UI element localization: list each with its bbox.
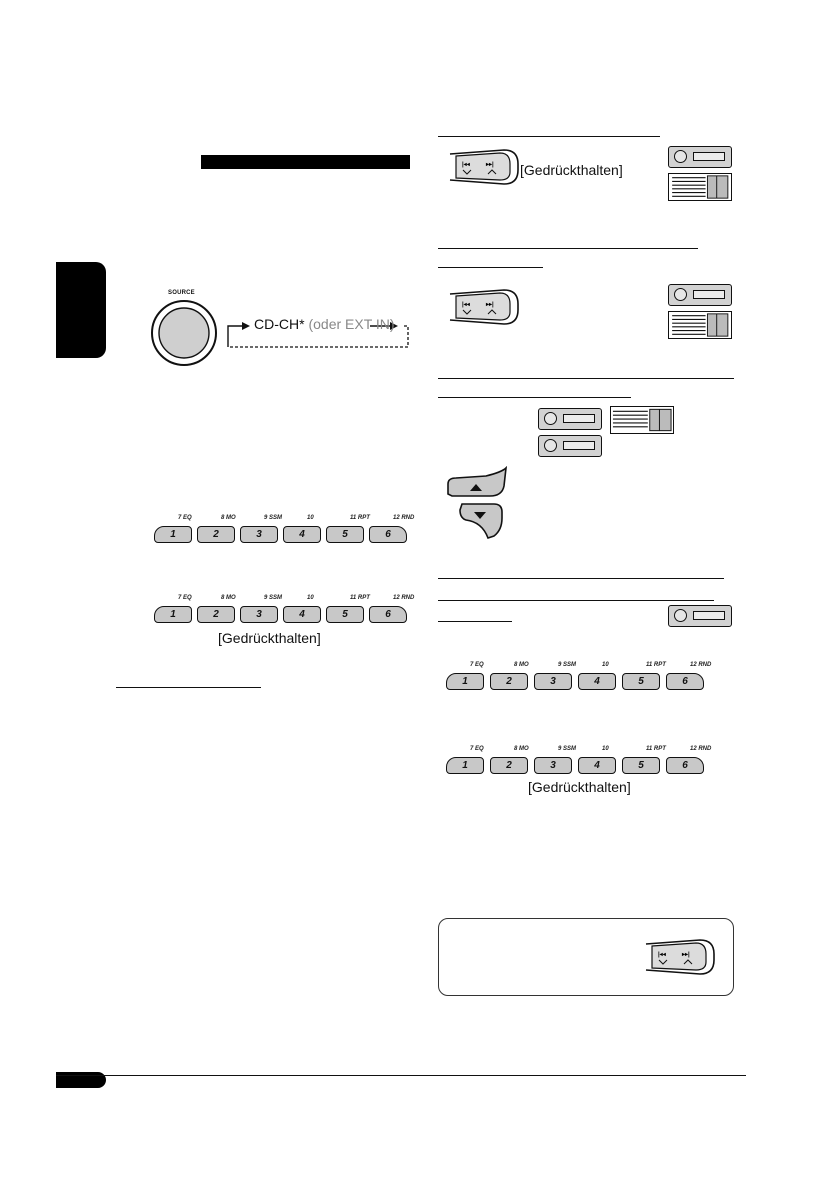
right-rule-4a <box>438 578 724 579</box>
language-tab <box>56 262 106 358</box>
preset-button-1[interactable]: 1 <box>154 606 192 623</box>
preset-label: 7 EQ <box>470 662 484 668</box>
preset-button-2[interactable]: 2 <box>197 526 235 543</box>
preset-button-4[interactable]: 4 <box>283 606 321 623</box>
preset-label: 11 RPT <box>350 515 370 521</box>
display-knob <box>544 412 557 425</box>
preset-label: 11 RPT <box>646 662 666 668</box>
panel-stripes-icon-1 <box>668 173 732 201</box>
display-slot <box>693 290 725 299</box>
preset-button-3[interactable]: 3 <box>534 673 572 690</box>
unit-display-icon-3 <box>538 408 602 430</box>
preset-button-3[interactable]: 3 <box>240 526 278 543</box>
preset-label: 9 SSM <box>558 662 577 668</box>
down-button-icon[interactable] <box>458 500 506 540</box>
hold-label-right-top: [Gedrückthalten] <box>520 162 623 178</box>
display-knob <box>544 439 557 452</box>
preset-label: 8 MO <box>514 746 529 752</box>
right-rule-3b <box>438 397 631 398</box>
panel-stripes-icon-3 <box>610 406 674 434</box>
right-rule-3a <box>438 378 734 379</box>
preset-button-4[interactable]: 4 <box>283 526 321 543</box>
preset-button-4[interactable]: 4 <box>578 673 616 690</box>
preset-button-2[interactable]: 2 <box>490 673 528 690</box>
display-knob <box>674 288 687 301</box>
right-rule-2b <box>438 267 543 268</box>
remote-control-icon-2[interactable] <box>448 288 520 326</box>
preset-button-6[interactable]: 6 <box>369 526 407 543</box>
preset-button-1[interactable]: 1 <box>446 673 484 690</box>
svg-text:▸▸|: ▸▸| <box>486 302 494 308</box>
preset-label: 12 RND <box>393 515 415 521</box>
preset-label: 9 SSM <box>264 595 283 601</box>
unit-display-icon-4 <box>538 435 602 457</box>
preset-button-1[interactable]: 1 <box>446 757 484 774</box>
preset-label: 11 RPT <box>646 746 666 752</box>
left-subheading-rule <box>116 687 261 688</box>
svg-text:|◂◂: |◂◂ <box>658 952 666 958</box>
right-rule-4c <box>438 621 512 622</box>
preset-button-4[interactable]: 4 <box>578 757 616 774</box>
unit-display-icon-1 <box>668 146 732 168</box>
preset-row-3 <box>446 662 716 692</box>
preset-label: 8 MO <box>221 595 236 601</box>
unit-display-icon-2 <box>668 284 732 306</box>
source-knob-icon[interactable] <box>150 298 220 370</box>
right-rule-4b <box>438 600 714 601</box>
display-slot <box>563 441 595 450</box>
preset-button-6[interactable]: 6 <box>666 673 704 690</box>
source-flow-text <box>254 316 395 332</box>
display-slot <box>563 414 595 423</box>
preset-button-5[interactable]: 5 <box>622 757 660 774</box>
display-knob <box>674 609 687 622</box>
right-rule-1 <box>438 136 660 137</box>
hold-label-left: [Gedrückthalten] <box>218 630 321 646</box>
preset-button-5[interactable]: 5 <box>326 526 364 543</box>
remote-control-icon-1[interactable] <box>448 148 520 186</box>
unit-display-icon-5 <box>668 605 732 627</box>
preset-button-2[interactable]: 2 <box>197 606 235 623</box>
preset-label: 12 RND <box>690 746 712 752</box>
preset-label: 12 RND <box>393 595 415 601</box>
preset-label: 10 <box>602 746 609 752</box>
preset-label: 7 EQ <box>178 515 192 521</box>
preset-label: 11 RPT <box>350 595 370 601</box>
preset-label: 8 MO <box>514 662 529 668</box>
source-flow-main: CD-CH* <box>254 316 305 332</box>
preset-row-4 <box>446 746 716 776</box>
preset-label: 12 RND <box>690 662 712 668</box>
preset-label: 10 <box>307 515 314 521</box>
section-heading-bar <box>201 155 410 169</box>
preset-label: 10 <box>307 595 314 601</box>
hold-label-right-bottom: [Gedrückthalten] <box>528 779 631 795</box>
right-rule-2a <box>438 248 698 249</box>
svg-text:▸▸|: ▸▸| <box>486 162 494 168</box>
up-button-icon[interactable] <box>446 466 508 498</box>
source-flow-paren: (oder EXT IN) <box>308 316 395 332</box>
preset-label: 7 EQ <box>470 746 484 752</box>
preset-button-3[interactable]: 3 <box>534 757 572 774</box>
preset-button-6[interactable]: 6 <box>369 606 407 623</box>
preset-button-5[interactable]: 5 <box>326 606 364 623</box>
remote-control-icon-3[interactable] <box>644 938 716 976</box>
preset-label: 8 MO <box>221 515 236 521</box>
preset-label: 9 SSM <box>264 515 283 521</box>
preset-button-2[interactable]: 2 <box>490 757 528 774</box>
svg-text:▸▸|: ▸▸| <box>682 952 690 958</box>
footer-rule <box>56 1075 746 1076</box>
preset-row-2 <box>154 595 414 625</box>
source-label: SOURCE <box>168 290 195 296</box>
panel-stripes-icon-2 <box>668 311 732 339</box>
preset-label: 9 SSM <box>558 746 577 752</box>
svg-text:|◂◂: |◂◂ <box>462 302 470 308</box>
display-knob <box>674 150 687 163</box>
preset-button-1[interactable]: 1 <box>154 526 192 543</box>
preset-label: 7 EQ <box>178 595 192 601</box>
preset-button-3[interactable]: 3 <box>240 606 278 623</box>
preset-label: 10 <box>602 662 609 668</box>
preset-button-5[interactable]: 5 <box>622 673 660 690</box>
display-slot <box>693 611 725 620</box>
preset-row-1 <box>154 515 414 545</box>
preset-button-6[interactable]: 6 <box>666 757 704 774</box>
display-slot <box>693 152 725 161</box>
svg-text:|◂◂: |◂◂ <box>462 162 470 168</box>
